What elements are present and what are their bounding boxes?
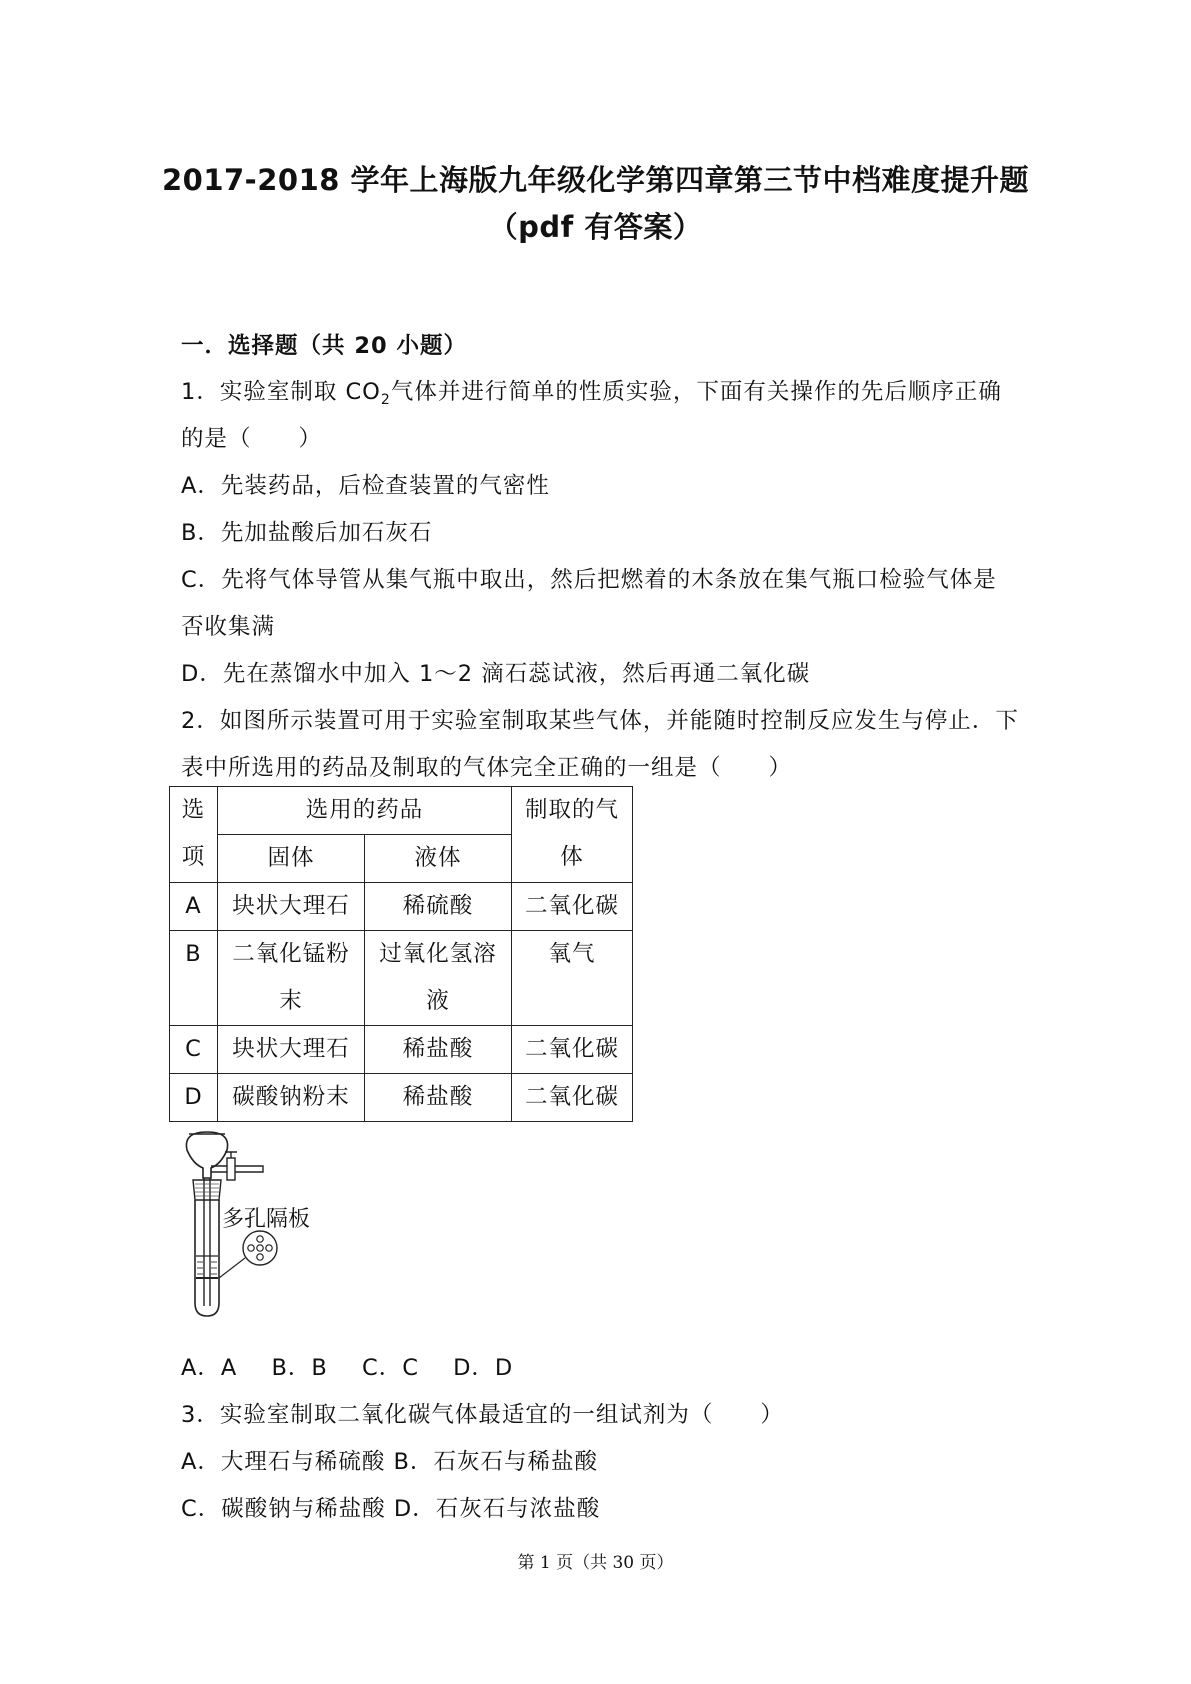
cell-gas: 二氧化碳 [512,1026,633,1074]
cell-solid: 碳酸钠粉末 [218,1074,365,1122]
q2-options [181,1350,539,1382]
cell-solid-line2: 末 [279,988,303,1014]
cell-solid-line1: 二氧化锰粉 [232,941,350,967]
cell-liquid: 稀硫酸 [365,883,512,931]
q3-stem: 3．实验室制取二氧化碳气体最适宜的一组试剂为（ ） [181,1402,784,1428]
q1-option-d: D．先在蒸馏水中加入 1～2 滴石蕊试液，然后再通二氧化碳 [181,661,811,687]
cell-liquid-line1: 过氧化氢溶 [379,941,497,967]
q1-option-c: C．先将气体导管从集气瓶中取出，然后把燃着的木条放在集气瓶口检验气体是 [181,567,997,593]
cell-liquid-line2: 液 [426,988,450,1014]
figure-label: 多孔隔板 [222,1207,311,1232]
cell-option: A [170,883,218,931]
q2-option-b: B．B [271,1355,328,1381]
header-liquid: 液体 [365,835,512,883]
header-solid: 固体 [218,835,365,883]
table-row [170,1074,633,1122]
cell-liquid: 稀盐酸 [365,1026,512,1074]
q1-stem-part-a: 1．实验室制取 CO [181,379,381,405]
q1-stem-line2: 的是（ ） [181,426,323,452]
cell-liquid [365,931,512,1026]
table-row [170,883,633,931]
q1-option-b: B．先加盐酸后加石灰石 [181,520,433,546]
q2-table [169,786,633,1122]
cell-option: D [170,1074,218,1122]
q3-options-line1: A．大理石与稀硫酸 B．石灰石与稀盐酸 [181,1449,598,1475]
table-row [170,1026,633,1074]
cell-gas: 二氧化碳 [512,1074,633,1122]
header-gas [512,787,633,883]
document-subtitle: （pdf 有答案） [488,210,703,244]
cell-solid: 块状大理石 [218,883,365,931]
q3-options-line2: C．碳酸钠与稀盐酸 D．石灰石与浓盐酸 [181,1496,601,1522]
cell-gas: 二氧化碳 [512,883,633,931]
section-heading: 一．选择题（共 20 小题） [181,333,467,359]
header-gas-text-2: 体 [560,844,584,870]
cell-liquid: 稀盐酸 [365,1074,512,1122]
header-gas-text-1: 制取的气 [524,797,619,823]
cell-option: B [170,931,218,1026]
q2-option-c: C．C [361,1355,419,1381]
page-footer: 第 1 页（共 30 页） [517,1553,674,1573]
q1-stem-subscript: 2 [380,392,391,408]
q1-stem [181,374,1002,408]
cell-solid [218,931,365,1026]
cell-gas: 氧气 [512,931,633,1026]
header-option-text-1: 选 [181,797,206,823]
cell-option: C [170,1026,218,1074]
q2-stem-line2: 表中所选用的药品及制取的气体完全正确的一组是（ ） [181,755,793,781]
document-title: 2017-2018 学年上海版九年级化学第四章第三节中档难度提升题 [161,163,1030,197]
q1-option-a: A．先装药品，后检查装置的气密性 [181,473,550,499]
q2-option-a: A．A [181,1355,238,1381]
header-option [170,787,218,883]
table-row [170,931,633,1026]
header-drugs: 选用的药品 [218,787,512,835]
apparatus-figure [175,1128,335,1322]
q2-option-d: D．D [453,1355,514,1381]
q1-stem-part-b: 气体并进行简单的性质实验，下面有关操作的先后顺序正确 [390,379,1002,405]
q1-option-c-cont: 否收集满 [181,614,276,640]
q2-stem: 2．如图所示装置可用于实验室制取某些气体，并能随时控制反应发生与停止．下 [181,708,1019,734]
header-option-text-2: 项 [181,844,206,870]
cell-solid: 块状大理石 [218,1026,365,1074]
